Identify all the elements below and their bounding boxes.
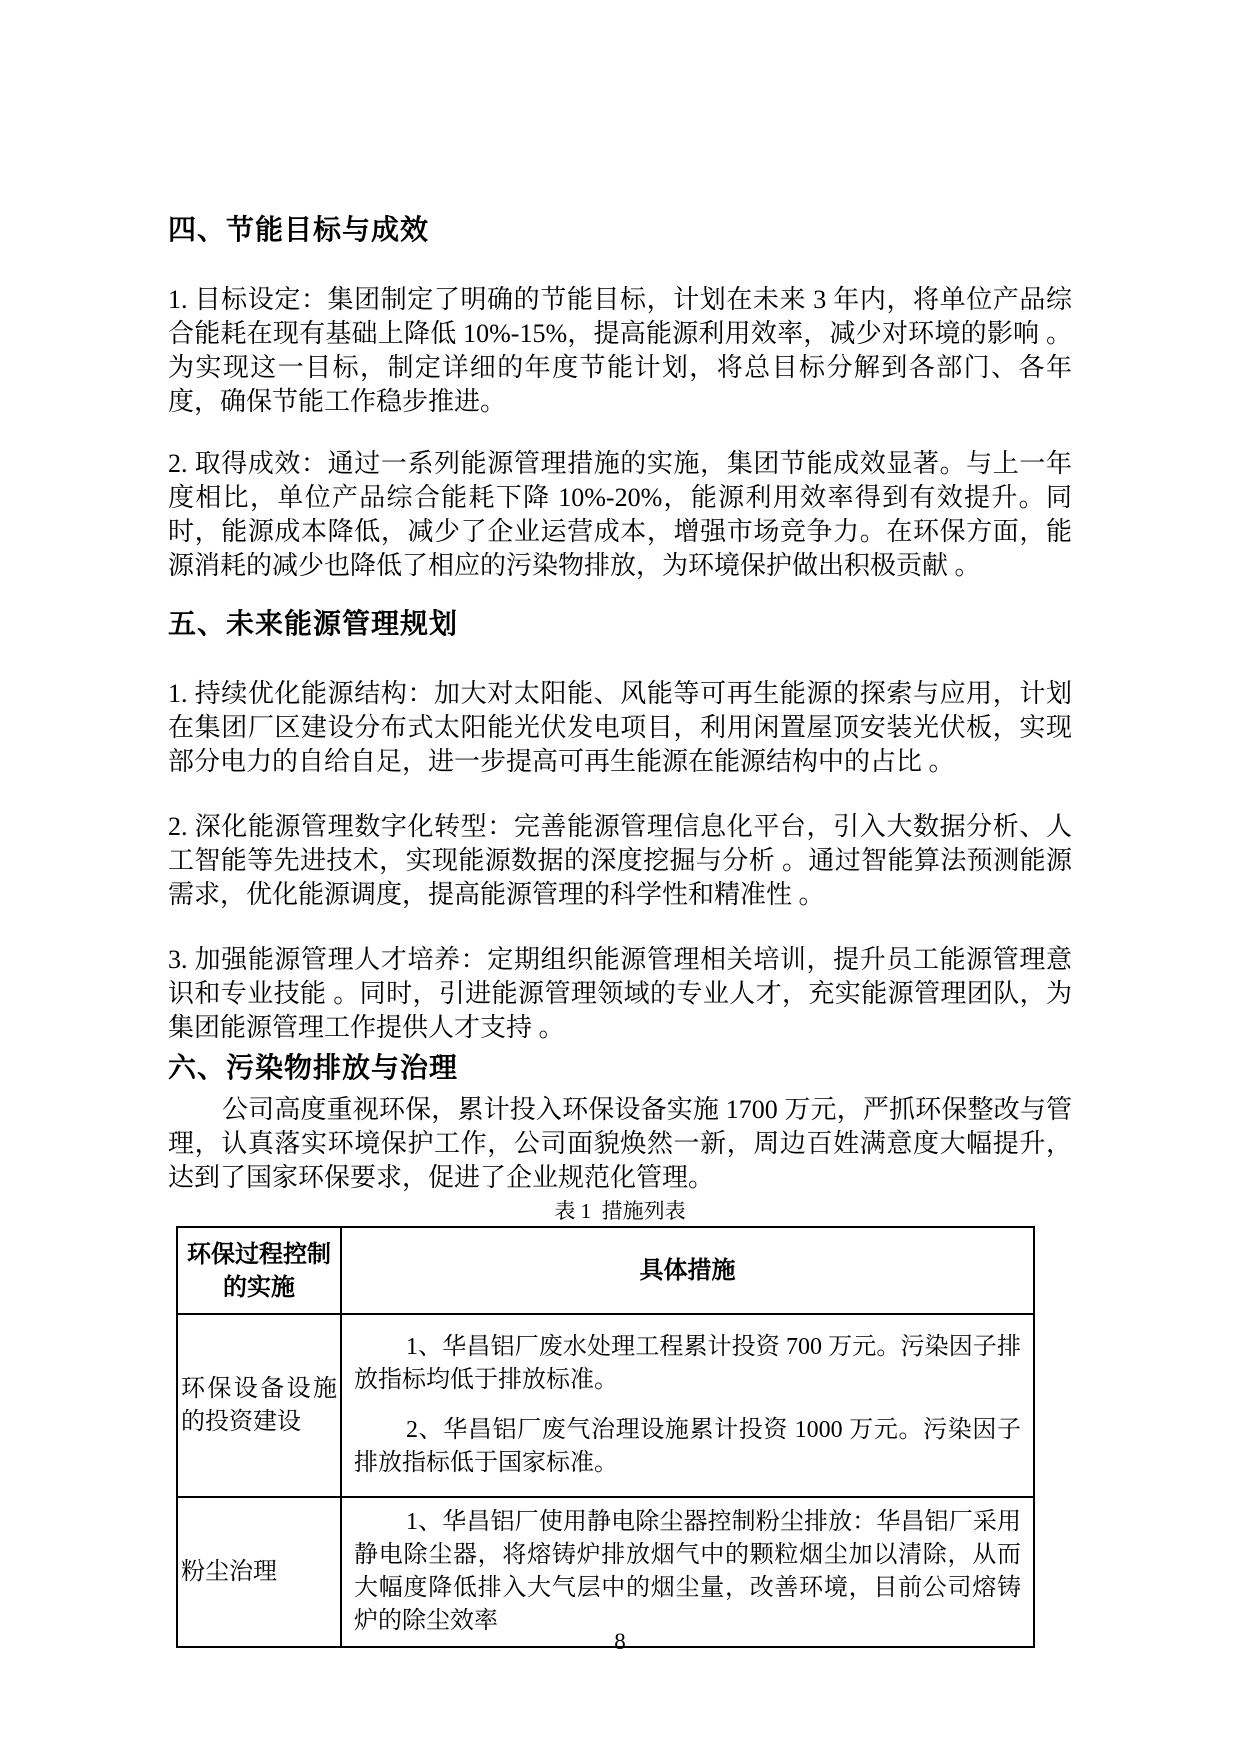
table-row bbox=[177, 1497, 1034, 1647]
table-caption: 表 1 措施列表 bbox=[554, 1199, 686, 1223]
row-detail-dust-control bbox=[341, 1497, 1034, 1647]
section5-paragraph-1: 1. 持续优化能源结构：加大对太阳能、风能等可再生能源的探索与应用，计划在集团厂区建设分布式太阳能光伏发电项目，利用闲置屋顶安装光伏板，实现部分电力的自给自足，进一步提高可再生能源在能源结构中的占比 。 bbox=[168, 679, 1072, 776]
detail-item: 1、华昌铝厂废水处理工程累计投资 700 万元。污染因子排放指标均低于排放标准。 bbox=[354, 1334, 1021, 1393]
section4-paragraph-1: 1. 目标设定：集团制定了明确的节能目标，计划在未来 3 年内，将单位产品综合能耗在现有基础上降低 10%-15%，提高能源利用效率，减少对环境的影响 。为实现这一目标，制定详细的年度节能计划，将总目标分解到各部门、各年度，确保节能工作稳步推进。 bbox=[168, 285, 1072, 416]
section-heading-4: 四、节能目标与成效 bbox=[168, 214, 430, 245]
detail-item: 2、华昌铝厂废气治理设施累计投资 1000 万元。污染因子排放指标低于国家标准。 bbox=[354, 1417, 1021, 1476]
section-heading-6: 六、污染物排放与治理 bbox=[168, 1052, 459, 1083]
table-header-row bbox=[177, 1227, 1034, 1314]
detail-item: 1、华昌铝厂使用静电除尘器控制粉尘排放：华昌铝厂采用静电除尘器，将熔铸炉排放烟气中的颗粒烟尘加以清除，从而大幅度降低排入大气层中的烟尘量，改善环境，目前公司熔铸炉的除尘效率 bbox=[354, 1509, 1021, 1634]
section6-paragraph-1: 公司高度重视环保，累计投入环保设备实施 1700 万元，严抓环保整改与管理，认真落实环境保护工作，公司面貌焕然一新，周边百姓满意度大幅提升，达到了国家环保要求，促进了企业规范化管理。 bbox=[168, 1095, 1072, 1192]
section4-paragraph-2: 2. 取得成效：通过一系列能源管理措施的实施，集团节能成效显著。与上一年度相比，单位产品综合能耗下降 10%-20%，能源利用效率得到有效提升。同时，能源成本降低，减少了企业运营成本，增强市场竞争力。在环保方面，能源消耗的减少也降低了相应的污染物排放，为环境保护做出积极贡献 。 bbox=[168, 449, 1072, 580]
table-header-specific-measures: 具体措施 bbox=[341, 1227, 1034, 1314]
table-header-control-implementation: 环保过程控制的实施 bbox=[177, 1227, 341, 1314]
section5-paragraph-2: 2. 深化能源管理数字化转型：完善能源管理信息化平台，引入大数据分析、人工智能等先进技术，实现能源数据的深度挖掘与分析 。通过智能算法预测能源需求，优化能源调度，提高能源管理的科学性和精准性 。 bbox=[168, 812, 1072, 909]
row-detail-equipment-investment bbox=[341, 1314, 1034, 1497]
row-label-dust-control: 粉尘治理 bbox=[177, 1497, 341, 1647]
measures-table bbox=[176, 1226, 1035, 1648]
table-row bbox=[177, 1314, 1034, 1497]
section5-paragraph-3: 3. 加强能源管理人才培养：定期组织能源管理相关培训，提升员工能源管理意识和专业技能 。同时，引进能源管理领域的专业人才，充实能源管理团队，为集团能源管理工作提供人才支持 。 bbox=[168, 945, 1072, 1042]
page-number: 8 bbox=[614, 1629, 626, 1654]
section-heading-5: 五、未来能源管理规划 bbox=[168, 608, 459, 639]
row-label-equipment-investment: 环保设备设施的投资建设 bbox=[177, 1314, 341, 1497]
document-body bbox=[168, 213, 1072, 1648]
